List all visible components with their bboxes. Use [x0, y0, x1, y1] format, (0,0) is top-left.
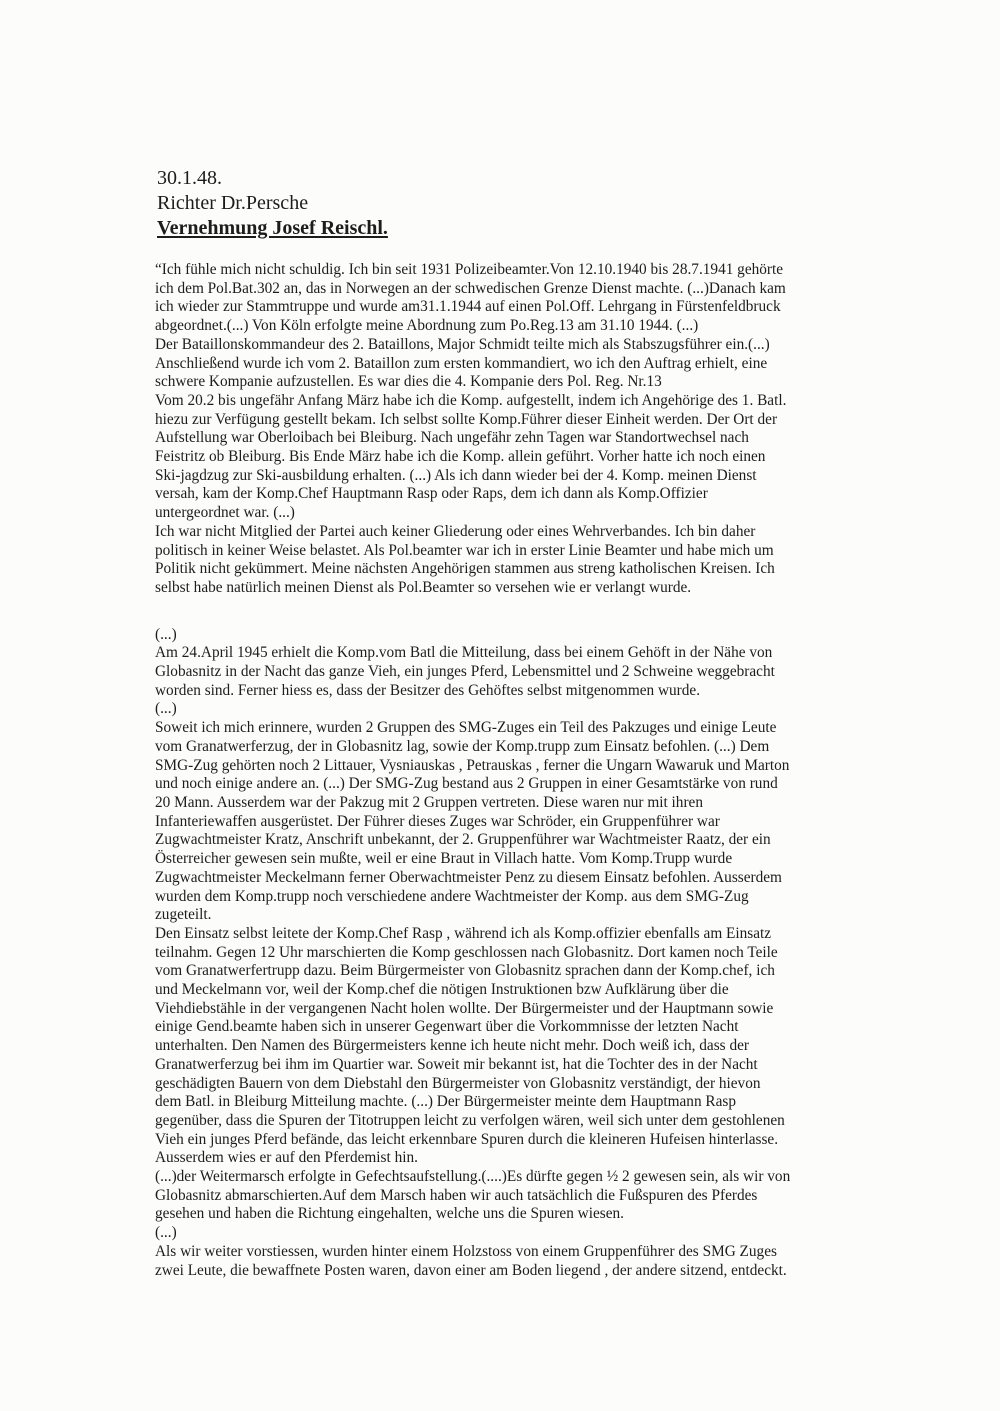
text-line: Infanteriewaffen ausgerüstet. Der Führer dieses Zuges war Schröder, ein Gruppenführer war: [155, 812, 720, 830]
text-line: Viehdiebstähle in der vergangenen Nacht holen wollte. Der Bürgermeister und der Hauptmann sowie: [155, 999, 774, 1017]
text-line: schwere Kompanie aufzustellen. Es war dies die 4. Kompanie ders Pol. Reg. Nr.13: [155, 373, 662, 391]
text-line: (...): [155, 1224, 177, 1242]
text-line: ich wieder zur Stammtruppe und wurde am31.1.1944 auf einen Pol.Off. Lehrgang in Fürstenfeldbruck: [155, 298, 781, 316]
text-line: worden sind. Ferner hiess es, dass der Besitzer des Gehöftes selbst mitgenommen wurde.: [155, 681, 701, 699]
text-line: gegenüber, dass die Spuren der Titotruppen leicht zu verfolgen wären, weil sich unter dem gestohlenen: [155, 1111, 785, 1129]
text-line: wurden dem Komp.trupp noch verschiedene andere Wachtmeister der Komp. aus dem SMG-Zug: [155, 887, 749, 905]
text-line: Am 24.April 1945 erhielt die Komp.vom Batl die Mitteilung, dass bei einem Gehöft in der Nähe von: [155, 644, 773, 662]
text-line: Politik nicht gekümmert. Meine nächsten Angehörigen stammen aus streng katholischen Kreisen. Ich: [155, 560, 775, 578]
text-line: SMG-Zug gehörten noch 2 Littauer, Vysniauskas , Petrauskas , ferner die Ungarn Wawaruk und Marton: [155, 756, 790, 774]
paragraph-gap: [155, 598, 855, 626]
text-line: 20 Mann. Ausserdem war der Pakzug mit 2 Gruppen vertreten. Diese waren nur mit ihren: [155, 793, 703, 811]
text-line: versah, kam der Komp.Chef Hauptmann Rasp oder Raps, dem ich dann als Komp.Offizier: [155, 485, 708, 503]
text-line: dem Batl. in Bleiburg Mitteilung machte. (...) Der Bürgermeister meinte dem Hauptmann Rasp: [155, 1093, 737, 1111]
text-line: geschädigten Bauern von dem Diebstahl den Bürgermeister von Globasnitz verständigt, der hievon: [155, 1074, 761, 1092]
text-line: (...): [155, 625, 177, 643]
paragraph-block-2: [155, 626, 855, 1281]
text-line: und noch einige andere an. (...) Der SMG-Zug bestand aus 2 Gruppen in einer Gesamtstärke von rund: [155, 775, 778, 793]
text-line: unterhalten. Den Namen des Bürgermeisters kenne ich heute nicht mehr. Doch weiß ich, dass der: [155, 1037, 749, 1055]
text-line: Aufstellung war Oberloibach bei Bleiburg. Nach ungefähr zehn Tagen war Standortwechsel nach: [155, 429, 749, 447]
text-line: Ausserdem wies er auf den Pferdemist hin.: [155, 1149, 418, 1167]
text-line: (...)der Weitermarsch erfolgte in Gefechtsaufstellung.(....)Es dürfte gegen ½ 2 gewesen sein, als wir von: [155, 1168, 791, 1186]
text-line: selbst habe natürlich meinen Dienst als Pol.Beamter so versehen wie er verlangt wurde.: [155, 578, 692, 596]
text-line: Anschließend wurde ich vom 2. Bataillon zum ersten kommandiert, wo ich den Auftrag erhielt, eine: [155, 354, 768, 372]
text-line: Den Einsatz selbst leitete der Komp.Chef Rasp , während ich als Komp.offizier ebenfalls am Einsatz: [155, 924, 772, 942]
text-line: Feistritz ob Bleiburg. Bis Ende März habe ich die Komp. allein geführt. Vorher hatte ich noch einen: [155, 448, 766, 466]
text-line: Vom 20.2 bis ungefähr Anfang März habe ich die Komp. aufgestellt, indem ich Angehörige des 1. Batl.: [155, 391, 787, 409]
text-line: gesehen und haben die Richtung eingehalten, welche uns die Spuren wiesen.: [155, 1205, 624, 1223]
text-line: Globasnitz in der Nacht das ganze Vieh, ein junges Pferd, Lebensmittel und 2 Schweine weggebracht: [155, 663, 775, 681]
text-line: Zugwachtmeister Kratz, Anschrift unbekannt, der 2. Gruppenführer war Wachtmeister Raatz, der ein: [155, 831, 771, 849]
text-line: Globasnitz abmarschierten.Auf dem Marsch haben wir auch tatsächlich die Fußspuren des Pferdes: [155, 1186, 758, 1204]
text-line: teilnahm. Gegen 12 Uhr marschierten die Komp geschlossen nach Globasnitz. Dort kamen noch Teile: [155, 943, 778, 961]
text-line: Ich war nicht Mitglied der Partei auch keiner Gliederung oder eines Wehrverbandes. Ich bin daher: [155, 522, 756, 540]
text-line: abgeordnet.(...) Von Köln erfolgte meine Abordnung zum Po.Reg.13 am 31.10 1944. (...): [155, 317, 699, 335]
text-line: “Ich fühle mich nicht schuldig. Ich bin seit 1931 Polizeibeamter.Von 12.10.1940 bis 28.7.1941 gehörte: [155, 261, 784, 278]
document-header: [157, 166, 857, 241]
text-line: Vieh ein junges Pferd befände, das leicht erkennbare Spuren durch die kleineren Hufeisen hinterlasse.: [155, 1130, 779, 1148]
text-line: hiezu zur Verfügung gestellt bekam. Ich selbst sollte Komp.Führer dieser Einheit werden. Der Ort der: [155, 410, 778, 428]
text-line: und Meckelmann vor, weil der Komp.chef die nötigen Instruktionen bzw Aufklärung über die: [155, 981, 729, 999]
text-line: vom Granatwerferzug, der in Globasnitz lag, sowie der Komp.trupp zum Einsatz befohlen. (...) Dem: [155, 737, 770, 755]
text-line: politisch in keiner Weise belastet. Als Pol.beamter war ich in erster Linie Beamter und habe mich um: [155, 541, 774, 559]
text-line: untergeordnet war. (...): [155, 504, 295, 522]
text-line: vom Granatwerfertrupp dazu. Beim Bürgermeister von Globasnitz sprachen dann der Komp.chef, ich: [155, 962, 775, 980]
judge-name: Richter Dr.Persche: [157, 192, 309, 214]
text-line: einige Gend.beamte haben sich in unserer Gegenwart über die Vorkommnisse der letzten Nacht: [155, 1018, 739, 1036]
document-date: 30.1.48.: [157, 167, 222, 189]
document-title: Vernehmung Josef Reischl.: [157, 217, 388, 239]
text-line: Als wir weiter vorstiessen, wurden hinter einem Holzstoss von einem Gruppenführer des SMG Zuges: [155, 1242, 777, 1260]
text-line: Soweit ich mich erinnere, wurden 2 Gruppen des SMG-Zuges ein Teil des Pakzuges und einige Leute: [155, 719, 777, 737]
text-line: zwei Leute, die bewaffnete Posten waren, davon einer am Boden liegend , der andere sitzend, entdeckt.: [155, 1261, 787, 1279]
text-line: ich dem Pol.Bat.302 an, das in Norwegen an der schwedischen Grenze Dienst machte. (...)Danach kam: [155, 279, 786, 297]
document-body: [155, 261, 855, 1280]
text-line: zugeteilt.: [155, 906, 212, 924]
text-line: (...): [155, 700, 177, 718]
text-line: Österreicher gewesen sein mußte, weil er eine Braut in Villach hatte. Vom Komp.Trupp wurde: [155, 850, 733, 868]
text-line: Ski-jagdzug zur Ski-ausbildung erhalten. (...) Als ich dann wieder bei der 4. Komp. meinen Dienst: [155, 466, 757, 484]
text-line: Granatwerferzug bei ihm im Quartier war. Soweit mir bekannt ist, hat die Tochter des in der Nacht: [155, 1055, 758, 1073]
text-line: Zugwachtmeister Meckelmann ferner Oberwachtmeister Penz zu diesem Einsatz befohlen. Ausserdem: [155, 868, 782, 886]
paragraph-block-1: [155, 261, 855, 598]
text-line: Der Bataillonskommandeur des 2. Bataillons, Major Schmidt teilte mich als Stabszugsführer ein.(...): [155, 335, 770, 353]
